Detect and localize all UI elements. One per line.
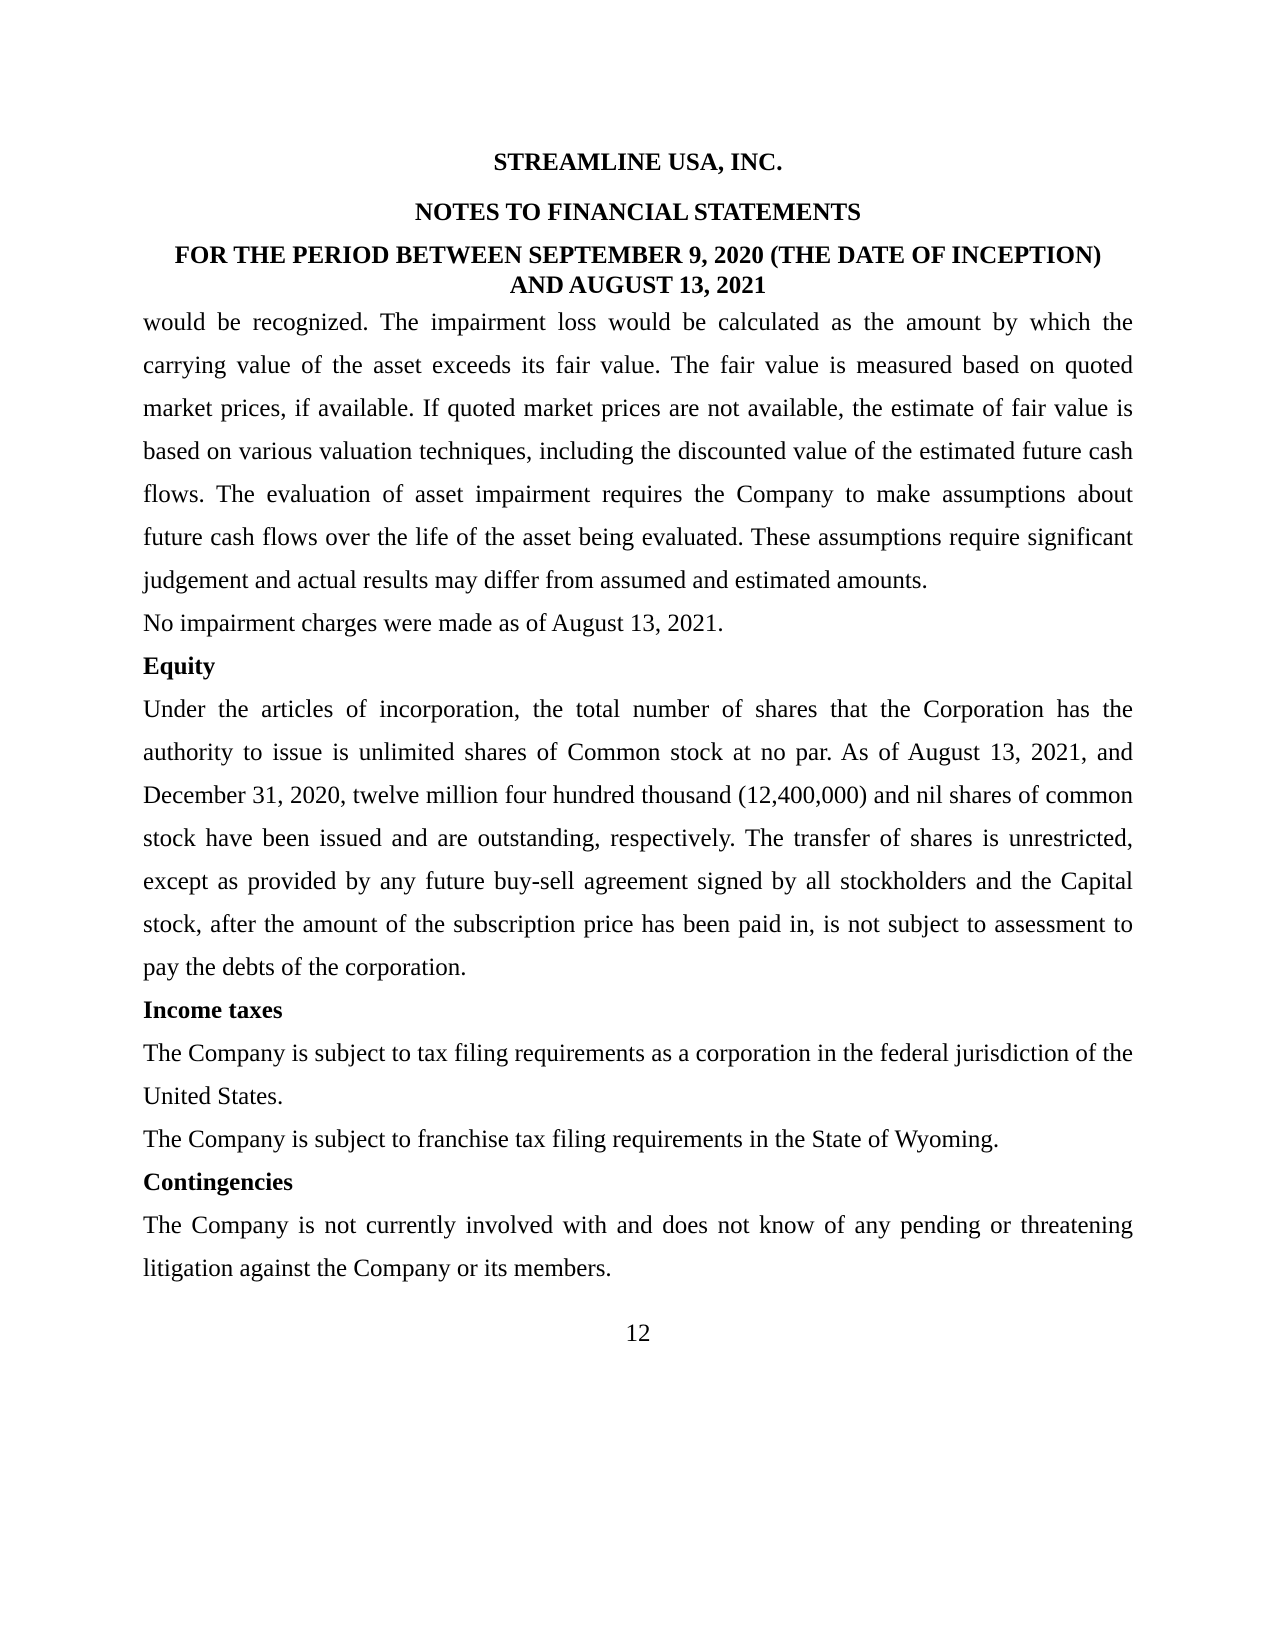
income-taxes-federal-paragraph: The Company is subject to tax filing requirements as a corporation in the federal jurisdiction of the United States. bbox=[143, 1040, 1134, 1110]
document-title: NOTES TO FINANCIAL STATEMENTS bbox=[414, 199, 862, 226]
page-number: 12 bbox=[625, 1320, 651, 1347]
period-heading-line-1: FOR THE PERIOD BETWEEN SEPTEMBER 9, 2020 (THE DATE OF INCEPTION) bbox=[174, 242, 1102, 269]
contingencies-heading: Contingencies bbox=[143, 1169, 293, 1196]
income-taxes-franchise-paragraph: The Company is subject to franchise tax filing requirements in the State of Wyoming. bbox=[143, 1126, 1000, 1153]
equity-heading: Equity bbox=[143, 653, 216, 680]
document-body bbox=[143, 301, 1133, 1290]
period-heading-line-2: AND AUGUST 13, 2021 bbox=[509, 272, 767, 299]
company-name: STREAMLINE USA, INC. bbox=[493, 149, 783, 176]
equity-paragraph: Under the articles of incorporation, the total number of shares that the Corporation has the authority to issue is unlimited shares of Common stock at no par. As of August 13, 2021, and December 31, 2020, twelve million four hundred thousand (12,400,000) and nil shares of common stock have been issued and are outstanding, respectively. The transfer of shares is unrestricted, except as provided by any future buy-sell agreement signed by all stockholders and the Capital stock, after the amount of the subscription price has been paid in, is not subject to assessment to pay the debts of the corporation. bbox=[143, 696, 1133, 981]
document-header bbox=[143, 148, 1133, 301]
contingencies-paragraph: The Company is not currently involved with and does not know of any pending or threatening litigation against the Company or its members. bbox=[143, 1212, 1133, 1282]
income-taxes-heading: Income taxes bbox=[143, 997, 283, 1024]
impairment-paragraph: would be recognized. The impairment loss would be calculated as the amount by which the carrying value of the asset exceeds its fair value. The fair value is measured based on quoted market prices, if available. If quoted market prices are not available, the estimate of fair value is based on various valuation techniques, including the discounted value of the estimated future cash flows. The evaluation of asset impairment requires the Company to make assumptions about future cash flows over the life of the asset being evaluated. These assumptions require significant judgement and actual results may differ from assumed and estimated amounts. bbox=[143, 309, 1133, 594]
no-impairment-statement: No impairment charges were made as of August 13, 2021. bbox=[143, 610, 724, 637]
